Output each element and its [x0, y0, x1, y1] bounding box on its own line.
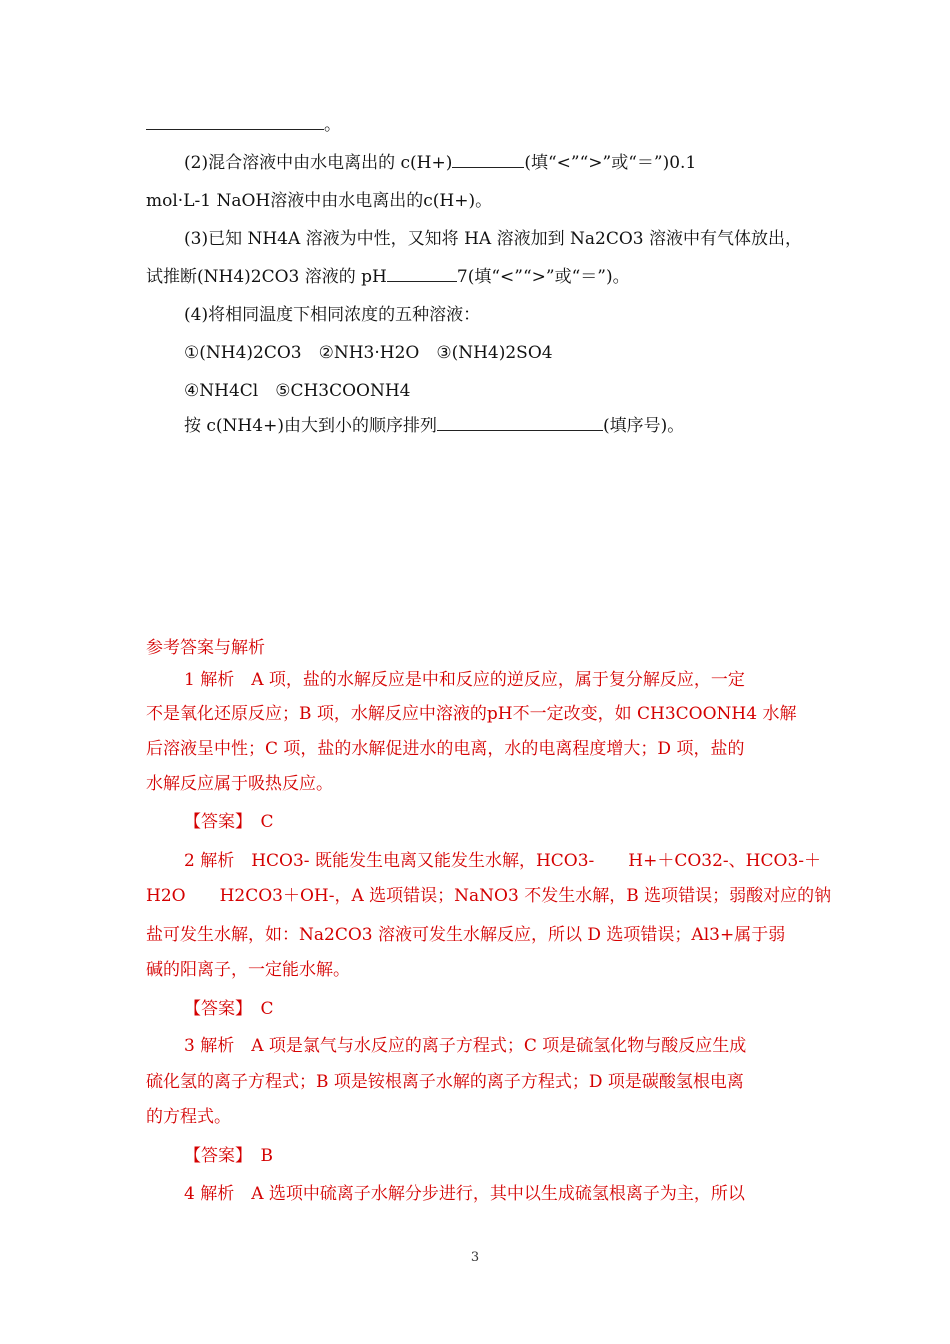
answer-1-line-4: 水解反应属于吸热反应。: [146, 774, 333, 794]
answer-blank: [452, 152, 524, 168]
answer-3-line-1: 3 解析 A 项是氯气与水反应的离子方程式；C 项是硫氢化物与酸反应生成: [184, 1036, 747, 1056]
answer-2-line-3: 盐可发生水解，如：Na2CO3 溶液可发生水解反应，所以 D 选项错误；Al3+属于弱: [146, 925, 786, 945]
question-line-5: (4)将相同温度下相同浓度的五种溶液：: [184, 305, 481, 325]
question-line-4: 试推断(NH4)2CO3 溶液的 pH 7(填“<”“>”或“＝”)。: [146, 267, 630, 287]
question-line-1: (2)混合溶液中由水电离出的 c(H+) (填“<”“>”或“＝”)0.1: [184, 153, 697, 173]
answer-3-result: 【答案】 B: [184, 1146, 273, 1166]
answer-1-line-2: 不是氧化还原反应；B 项，水解反应中溶液的pH不一定改变，如 CH3COONH4 水解: [146, 704, 797, 724]
question-line-3: (3)已知 NH4A 溶液为中性，又知将 HA 溶液加到 Na2CO3 溶液中有气体放出，: [184, 229, 802, 249]
answer-2-line-4: 碱的阳离子，一定能水解。: [146, 960, 350, 980]
question-line-7: ④NH4Cl ⑤CH3COONH4: [184, 381, 411, 401]
answer-1-line-1: 1 解析 A 项，盐的水解反应是中和反应的逆反应，属于复分解反应，一定: [184, 670, 745, 690]
answer-1-line-3: 后溶液呈中性；C 项，盐的水解促进水的电离，水的电离程度增大；D 项，盐的: [146, 739, 745, 759]
question-line-0: 。: [146, 114, 341, 136]
page-number: 3: [470, 1250, 480, 1265]
answer-2-result: 【答案】 C: [184, 999, 274, 1019]
answer-4-line-1: 4 解析 A 选项中硫离子水解分步进行，其中以生成硫氢根离子为主，所以: [184, 1184, 745, 1204]
answer-3-line-2: 硫化氢的离子方程式；B 项是铵根离子水解的离子方程式；D 项是碳酸氢根电离: [146, 1072, 744, 1092]
answer-blank: [437, 415, 603, 431]
answer-blank: [146, 114, 324, 130]
answer-1-result: 【答案】 C: [184, 812, 274, 832]
answer-blank: [387, 266, 457, 282]
question-line-2: mol·L-1 NaOH溶液中由水电离出的c(H+)。: [146, 191, 493, 211]
question-line-8: 按 c(NH4+)由大到小的顺序排列 (填序号)。: [184, 416, 685, 436]
question-line-6: ①(NH4)2CO3 ②NH3·H2O ③(NH4)2SO4: [184, 343, 553, 363]
answer-2-line-1: 2 解析 HCO3- 既能发生电离又能发生水解，HCO3- H+＋CO32-、HCO3-＋: [184, 851, 822, 871]
answer-3-line-3: 的方程式。: [146, 1107, 231, 1127]
answer-2-line-2: H2O H2CO3＋OH-，A 选项错误；NaNO3 不发生水解，B 选项错误；弱酸对应的钠: [146, 886, 832, 906]
answers-heading: 参考答案与解析: [146, 638, 265, 658]
